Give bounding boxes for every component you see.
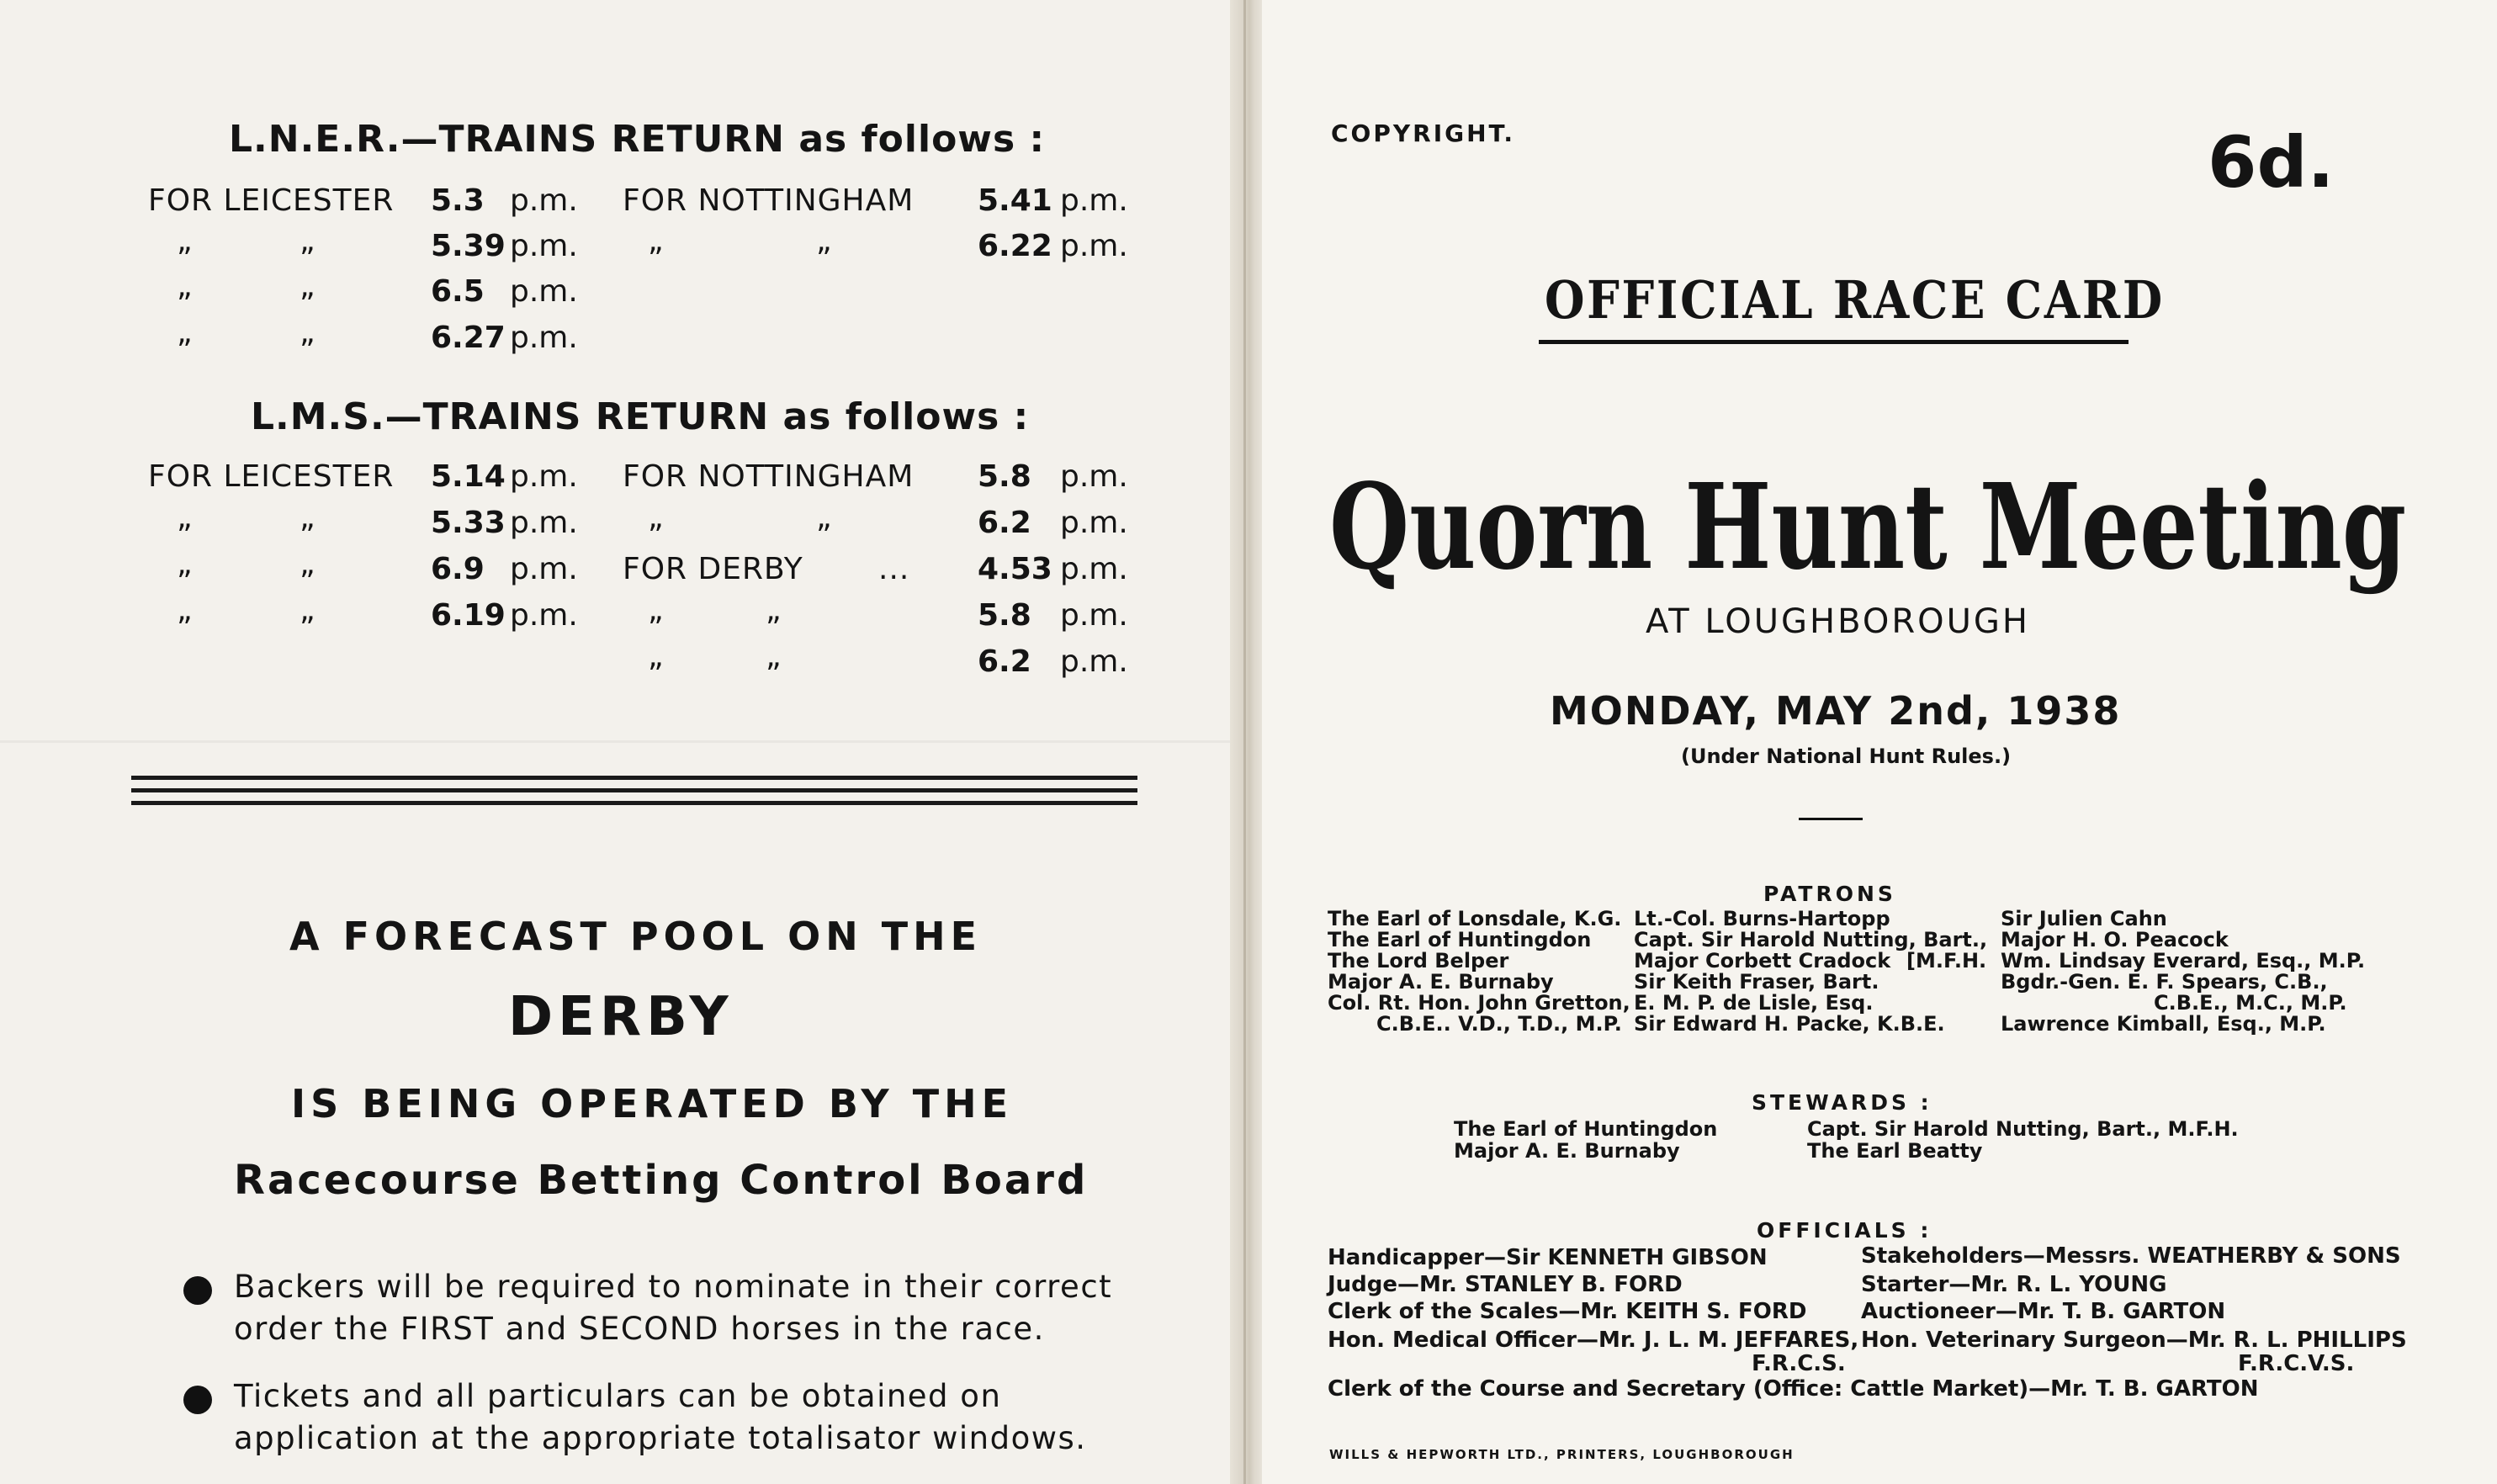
lner-pm: p.m. [510, 183, 578, 218]
steward-name: Capt. Sir Harold Nutting, Bart., M.F.H. [1807, 1117, 2239, 1141]
lms-dest: FOR DERBY [623, 552, 803, 586]
lms-pm: p.m. [510, 598, 578, 633]
location: AT LOUGHBOROUGH [1646, 602, 2030, 641]
lms-pm: p.m. [1060, 598, 1128, 633]
printer-imprint: WILLS & HEPWORTH LTD., PRINTERS, LOUGHBOROUGH [1329, 1447, 1795, 1462]
patron-name: Sir Edward H. Packe, K.B.E. [1634, 1012, 1945, 1036]
lner-time: 6.27 [431, 321, 506, 355]
patron-name: Capt. Sir Harold Nutting, Bart., [1634, 928, 1988, 951]
patrons-heading: PATRONS [1763, 882, 1896, 906]
lner-time: 5.3 [431, 183, 485, 218]
bullet-icon [183, 1386, 212, 1414]
bullet-text: application at the appropriate totalisator windows. [234, 1420, 1087, 1456]
bullet-icon [183, 1276, 212, 1305]
steward-name: The Earl of Huntingdon [1454, 1117, 1718, 1141]
price-label: 6d. [2208, 121, 2335, 204]
ditto-mark: „ [648, 593, 664, 628]
lms-dest: FOR NOTTINGHAM [623, 459, 915, 494]
lms-heading: L.M.S.—TRAINS RETURN as follows : [251, 395, 1030, 438]
patron-name: Lt.-Col. Burns-Hartopp [1634, 907, 1890, 930]
lner-pm: p.m. [1060, 229, 1128, 263]
ditto-mark: „ [177, 315, 193, 350]
official-entry: Hon. Veterinary Surgeon—Mr. R. L. PHILLIPS [1861, 1328, 2407, 1353]
derby-title: DERBY [508, 986, 734, 1048]
lms-dest: FOR LEICESTER [148, 459, 395, 494]
official-entry: Clerk of the Scales—Mr. KEITH S. FORD [1328, 1299, 1807, 1324]
ditto-mark: „ [300, 593, 315, 628]
lms-pm: p.m. [1060, 459, 1128, 494]
ditto-mark: „ [300, 224, 315, 258]
race-card-title: OFFICIAL RACE CARD [1545, 269, 2165, 331]
forecast-line-1: A FORECAST POOL ON THE [289, 914, 983, 959]
patron-name: Wm. Lindsay Everard, Esq., M.P. [2001, 949, 2366, 973]
lms-time: 4.53 [978, 552, 1052, 586]
lner-pm: p.m. [510, 274, 578, 309]
divider-rule [131, 788, 1137, 792]
ditto-mark: „ [177, 269, 193, 304]
lms-pm: p.m. [1060, 552, 1128, 586]
patron-name: C.B.E.. V.D., T.D., M.P. [1376, 1012, 1622, 1036]
stewards-heading: STEWARDS : [1752, 1090, 1932, 1115]
lms-pm: p.m. [1060, 644, 1128, 679]
patron-name: Major A. E. Burnaby [1328, 970, 1554, 994]
ditto-mark: „ [177, 224, 193, 258]
bullet-text: Backers will be required to nominate in their correct [234, 1269, 1113, 1305]
patron-name: C.B.E., M.C., M.P. [2154, 991, 2347, 1015]
official-entry: Starter—Mr. R. L. YOUNG [1861, 1272, 2167, 1297]
lner-time: 6.22 [978, 229, 1052, 263]
lms-pm: p.m. [510, 506, 578, 540]
lms-pm: p.m. [510, 552, 578, 586]
ditto-mark: „ [300, 501, 315, 535]
lner-heading: L.N.E.R.—TRAINS RETURN as follows : [229, 118, 1046, 161]
lms-time: 6.19 [431, 598, 506, 633]
lms-time: 6.2 [978, 506, 1031, 540]
lner-pm: p.m. [510, 321, 578, 355]
paper-crease [0, 740, 1237, 743]
patron-name: The Lord Belper [1328, 949, 1509, 973]
front-cover-page [1262, 0, 2497, 1484]
lms-pm: p.m. [510, 459, 578, 494]
lner-dest: FOR NOTTINGHAM [623, 183, 915, 218]
bullet-text: order the FIRST and SECOND horses in the race. [234, 1311, 1045, 1347]
patron-name-note: [M.F.H. [1906, 949, 1987, 973]
lner-time: 6.5 [431, 274, 485, 309]
bullet-text: Tickets and all particulars can be obtained on [234, 1378, 1002, 1414]
title-underline [1539, 340, 2129, 344]
separator-dash [1799, 818, 1863, 820]
lner-dest: FOR LEICESTER [148, 183, 395, 218]
official-entry: Judge—Mr. STANLEY B. FORD [1328, 1272, 1683, 1297]
ditto-mark: „ [300, 547, 315, 581]
patron-name: Lawrence Kimball, Esq., M.P. [2001, 1012, 2326, 1036]
ditto-mark: „ [177, 547, 193, 581]
ditto-mark: „ [300, 315, 315, 350]
lms-time: 5.8 [978, 598, 1031, 633]
copyright-label: COPYRIGHT. [1331, 119, 1516, 147]
fold-edge [1243, 0, 1246, 1484]
ditto-mark: „ [648, 501, 664, 535]
board-name: Racecourse Betting Control Board [234, 1157, 1089, 1204]
patron-name: Sir Keith Fraser, Bart. [1634, 970, 1879, 994]
back-cover-page [0, 0, 1237, 1484]
patron-name: Major Corbett Cradock [1634, 949, 1891, 973]
meeting-title: Quorn Hunt Meeting [1329, 458, 2407, 596]
official-entry: Stakeholders—Messrs. WEATHERBY & SONS [1861, 1243, 2401, 1269]
patron-name: The Earl of Lonsdale, K.G. [1328, 907, 1622, 930]
ditto-mark: „ [648, 224, 664, 258]
meeting-date: MONDAY, MAY 2nd, 1938 [1550, 688, 2122, 734]
rules-note: (Under National Hunt Rules.) [1681, 745, 2012, 768]
divider-rule [131, 776, 1137, 780]
leader-dots: ... [878, 552, 910, 586]
lms-time: 6.9 [431, 552, 485, 586]
lms-time: 5.8 [978, 459, 1031, 494]
ditto-mark: „ [300, 269, 315, 304]
steward-name: The Earl Beatty [1807, 1139, 1983, 1163]
steward-name: Major A. E. Burnaby [1454, 1139, 1680, 1163]
lms-time: 5.33 [431, 506, 506, 540]
patron-name: Major H. O. Peacock [2001, 928, 2229, 951]
ditto-mark: „ [766, 593, 782, 628]
official-qualification: F.R.C.V.S. [2238, 1351, 2355, 1376]
ditto-mark: „ [177, 501, 193, 535]
patron-name: Sir Julien Cahn [2001, 907, 2167, 930]
ditto-mark: „ [766, 639, 782, 674]
official-entry: Hon. Medical Officer—Mr. J. L. M. JEFFARES, [1328, 1328, 1859, 1353]
official-qualification: F.R.C.S. [1752, 1351, 1846, 1376]
officials-heading: OFFICIALS : [1757, 1218, 1932, 1243]
patron-name: E. M. P. de Lisle, Esq. [1634, 991, 1874, 1015]
lner-pm: p.m. [1060, 183, 1128, 218]
clerk-of-course: Clerk of the Course and Secretary (Office: Cattle Market)—Mr. T. B. GARTON [1328, 1376, 2259, 1402]
lms-time: 5.14 [431, 459, 506, 494]
official-entry: Handicapper—Sir KENNETH GIBSON [1328, 1245, 1768, 1270]
patron-name: Col. Rt. Hon. John Gretton, [1328, 991, 1630, 1015]
ditto-mark: „ [177, 593, 193, 628]
divider-rule [131, 801, 1137, 805]
lner-pm: p.m. [510, 229, 578, 263]
lms-pm: p.m. [1060, 506, 1128, 540]
forecast-line-3: IS BEING OPERATED BY THE [291, 1081, 1013, 1126]
lms-time: 6.2 [978, 644, 1031, 679]
lner-time: 5.41 [978, 183, 1052, 218]
ditto-mark: „ [648, 639, 664, 674]
lner-time: 5.39 [431, 229, 506, 263]
ditto-mark: „ [816, 224, 832, 258]
patron-name: The Earl of Huntingdon [1328, 928, 1592, 951]
patron-name: Bgdr.-Gen. E. F. Spears, C.B., [2001, 970, 2328, 994]
official-entry: Auctioneer—Mr. T. B. GARTON [1861, 1299, 2226, 1324]
ditto-mark: „ [816, 501, 832, 535]
